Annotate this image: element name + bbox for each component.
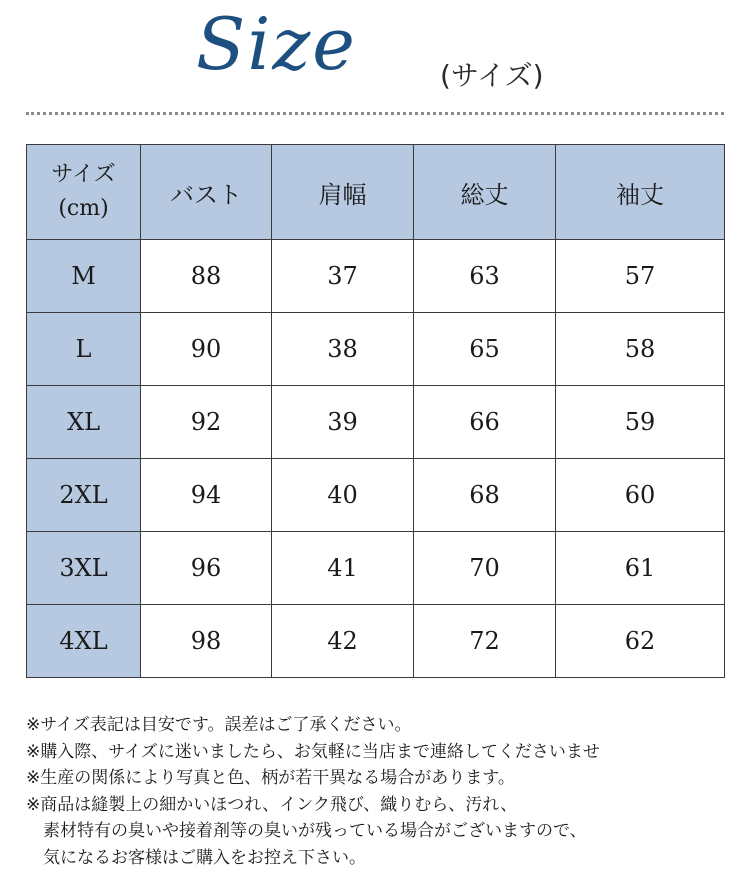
table-row [27,605,725,678]
shoulder-value: 39 [272,386,414,459]
length-value: 65 [414,313,556,386]
sleeve-value: 58 [556,313,725,386]
table-header-row [27,145,725,240]
size-label: XL [27,386,141,459]
size-label: M [27,240,141,313]
length-value: 63 [414,240,556,313]
note-product-defects: ※商品は縫製上の細かいほつれ、インク飛び、織りむら、汚れ、 [26,794,518,815]
size-header-label: サイズ [51,162,116,187]
notes-section [26,712,736,871]
shoulder-value: 42 [272,605,414,678]
bust-value: 92 [141,386,272,459]
length-value: 68 [414,459,556,532]
shoulder-value: 40 [272,459,414,532]
length-value: 66 [414,386,556,459]
size-label: 2XL [27,459,141,532]
note-purchase-caution: 気になるお客様はご購入をお控え下さい。 [43,847,366,868]
note-size-estimate: ※サイズ表記は目安です。誤差はご了承ください。 [26,715,412,735]
table-row [27,532,725,605]
unit-label: (cm) [58,196,109,221]
sleeve-value: 61 [556,532,725,605]
shoulder-value: 37 [272,240,414,313]
column-header-length: 総丈 [414,145,556,240]
bust-value: 88 [141,240,272,313]
shoulder-value: 41 [272,532,414,605]
note-contact-store: ※購入際、サイズに迷いましたら、お気軽に当店まで連絡してくださいませ [26,741,600,762]
sleeve-value: 59 [556,386,725,459]
length-value: 70 [414,532,556,605]
sleeve-value: 57 [556,240,725,313]
table-row [27,459,725,532]
bust-value: 94 [141,459,272,532]
size-unit-header [27,145,141,240]
sleeve-value: 60 [556,459,725,532]
table-row [27,240,725,313]
table-row [27,313,725,386]
bust-value: 98 [141,605,272,678]
note-product-odor: 素材特有の臭いや接着剤等の臭いが残っている場合がございますので、 [43,821,587,841]
size-chart-table [26,144,725,678]
shoulder-value: 38 [272,313,414,386]
note-color-difference: ※生産の関係により写真と色、柄が若干異なる場合があります。 [26,768,515,788]
bust-value: 96 [141,532,272,605]
table-row [27,386,725,459]
size-label: 4XL [27,605,141,678]
size-title: Size [196,2,357,86]
column-header-sleeve: 袖丈 [556,145,725,240]
column-header-shoulder: 肩幅 [272,145,414,240]
page-header [0,0,750,112]
bust-value: 90 [141,313,272,386]
length-value: 72 [414,605,556,678]
size-subtitle: (サイズ) [440,59,544,92]
size-label: L [27,313,141,386]
sleeve-value: 62 [556,605,725,678]
size-label: 3XL [27,532,141,605]
dotted-divider [26,112,724,115]
column-header-bust: バスト [141,145,272,240]
